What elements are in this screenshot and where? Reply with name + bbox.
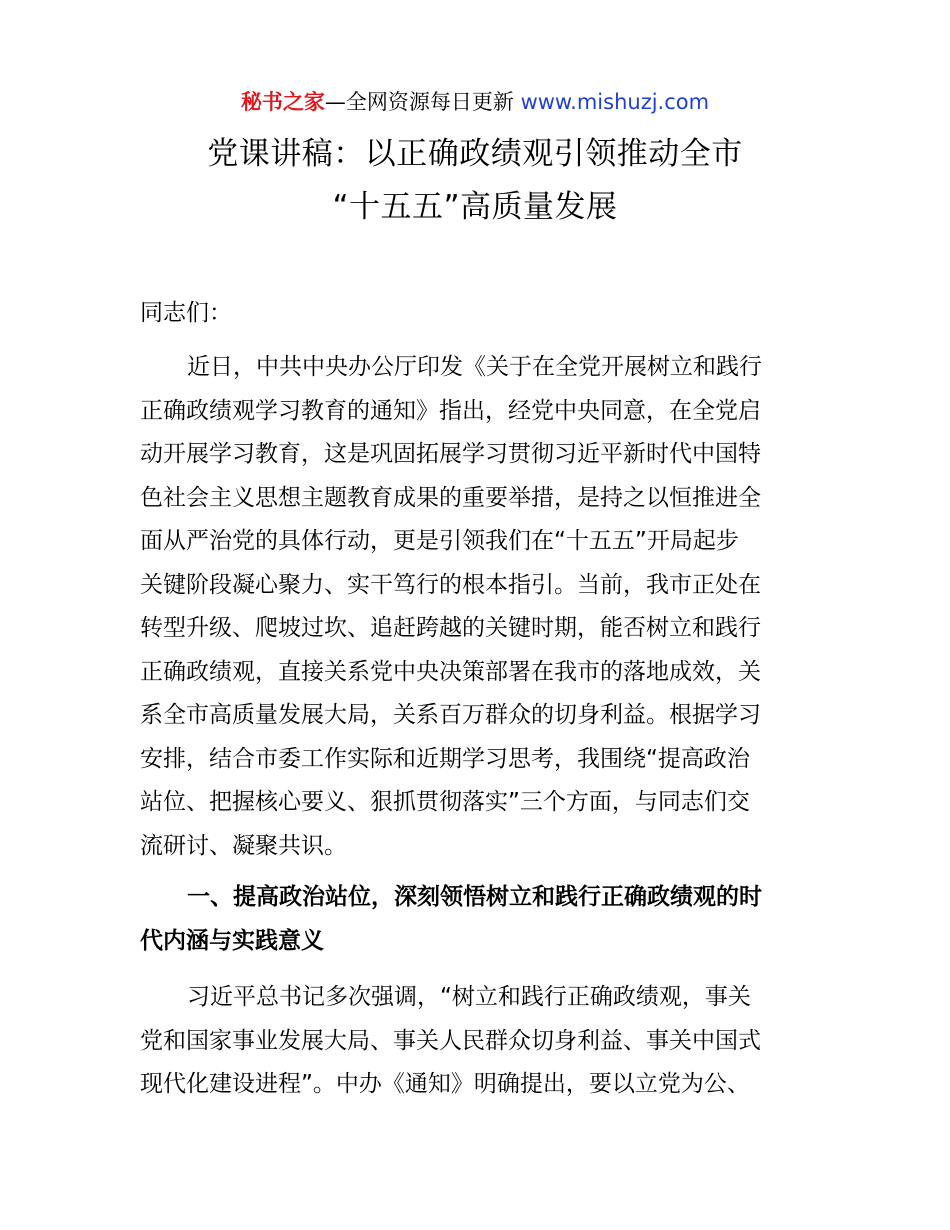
site-url-link[interactable]: www.mishuzj.com <box>520 90 710 114</box>
paragraph-line: 流研讨、凝聚共识。 <box>140 832 347 859</box>
paragraph-intro <box>140 346 820 868</box>
brand-name: 秘书之家 <box>240 90 325 114</box>
document-title-line-1: 党课讲稿：以正确政绩观引领推动全市 <box>207 136 743 172</box>
paragraph-line: 正确政绩观学习教育的通知》指出，经党中央同意，在全党启 <box>140 397 761 424</box>
site-header <box>0 88 950 116</box>
paragraph-line: 系全市高质量发展大局，关系百万群众的切身利益。根据学习 <box>140 702 761 728</box>
paragraph-line: 安排，结合市委工作实际和近期学习思考，我围绕“提高政治 <box>140 745 750 772</box>
paragraph-line: 转型升级、爬坡过坎、追赶跨越的关键时期，能否树立和践行 <box>140 615 761 641</box>
document-title-line-2: “十五五”高质量发展 <box>332 189 618 225</box>
paragraph-line: 关键阶段凝心聚力、实干笃行的根本指引。当前，我市正处在 <box>140 571 761 598</box>
header-tagline: 全网资源每日更新 <box>345 90 514 114</box>
paragraph-line: 色社会主义思想主题教育成果的重要举措，是持之以恒推进全 <box>140 484 761 511</box>
paragraph-line: 党和国家事业发展大局、事关人民群众切身利益、事关中国式 <box>140 1027 761 1054</box>
salutation: 同志们： <box>140 300 232 326</box>
paragraph-line: 面从严治党的具体行动，更是引领我们在“十五五”开局起步 <box>140 528 739 554</box>
paragraph-line: 正确政绩观，直接关系党中央决策部署在我市的落地成效，关 <box>140 658 761 685</box>
paragraph-line: 站位、把握核心要义、狠抓贯彻落实”三个方面，与同志们交 <box>140 789 750 815</box>
heading-line: 一、提高政治站位，深刻领悟树立和践行正确政绩观的时 <box>187 884 762 910</box>
paragraph-line: 现代化建设进程”。中办《通知》明确提出，要以立党为公、 <box>140 1071 750 1097</box>
section-heading-1 <box>140 876 820 963</box>
paragraph-line: 习近平总书记多次强调，“树立和践行正确政绩观，事关 <box>187 984 751 1010</box>
paragraph-line: 近日，中共中央办公厅印发《关于在全党开展树立和践行 <box>187 354 762 380</box>
paragraph-line: 动开展学习教育，这是巩固拓展学习贯彻习近平新时代中国特 <box>140 441 761 467</box>
paragraph-section-1 <box>140 976 820 1107</box>
header-separator: — <box>324 90 346 114</box>
heading-line: 代内涵与实践意义 <box>140 927 324 954</box>
